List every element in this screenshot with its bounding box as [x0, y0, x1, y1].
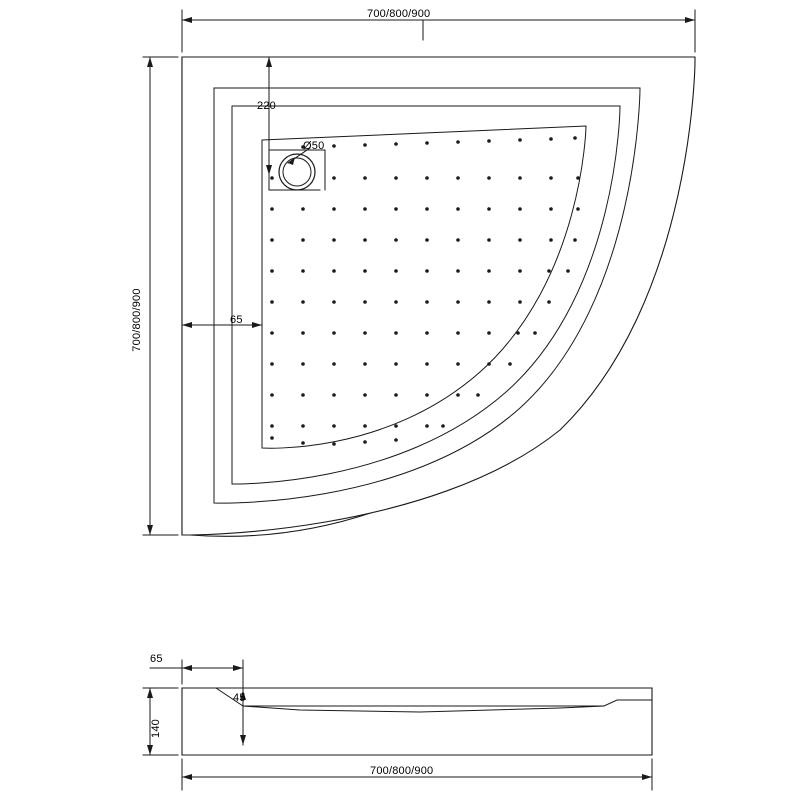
dim-left-height — [143, 57, 178, 535]
label-drain-offset: 220 — [257, 100, 276, 112]
dim-top-width — [182, 10, 695, 52]
side-view-body — [182, 688, 652, 755]
label-rim-width-top: 65 — [230, 314, 243, 326]
tray-outer-edge — [182, 57, 695, 535]
label-side-width: 700/800/900 — [370, 765, 434, 777]
label-side-total-height: 140 — [150, 719, 162, 738]
label-drain-diameter: Ø50 — [303, 140, 325, 152]
label-side-rim-width: 65 — [150, 653, 163, 665]
label-left-height: 700/800/900 — [131, 288, 143, 352]
label-side-inner-depth: 45 — [233, 692, 246, 704]
label-top-width: 700/800/900 — [367, 8, 431, 20]
